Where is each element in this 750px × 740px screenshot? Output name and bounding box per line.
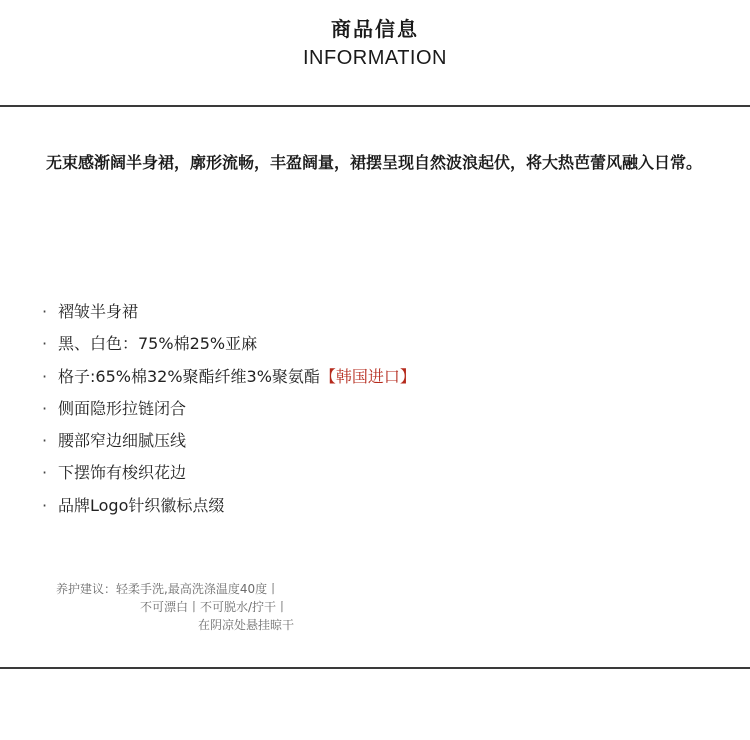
feature-item — [42, 363, 416, 395]
bullet-dot: · — [42, 431, 48, 451]
feature-text: 品牌Logo针织徽标点缀 — [58, 495, 225, 515]
feature-text: 黑、白色：75%棉25%亚麻 — [58, 334, 258, 354]
bullet-dot: · — [42, 398, 48, 418]
origin-highlight: 【韩国进口】 — [319, 366, 416, 386]
bullet-dot: · — [42, 334, 48, 354]
feature-text: 褶皱半身裙 — [58, 302, 139, 321]
feature-list — [42, 298, 416, 524]
care-instructions — [56, 580, 316, 634]
feature-item — [42, 459, 416, 491]
page-title-cn: 商品信息 — [331, 17, 419, 41]
feature-text: 腰部窄边细腻压线 — [58, 431, 187, 451]
bullet-dot: · — [42, 463, 48, 483]
page-title-en: INFORMATION — [302, 47, 447, 69]
product-description: 无束感渐阔半身裙，廓形流畅，丰盈阔量，裙摆呈现自然波浪起伏，将大热芭蕾风融入日常。 — [46, 153, 703, 172]
care-line: 在阴凉处悬挂晾干 — [198, 618, 295, 632]
top-divider — [0, 105, 750, 107]
care-line: 养护建议：轻柔手洗,最高洗涤温度40度丨 — [56, 582, 280, 596]
feature-text: 侧面隐形拉链闭合 — [58, 398, 187, 418]
feature-text: 下摆饰有梭织花边 — [58, 463, 187, 483]
bullet-dot: · — [42, 366, 48, 386]
feature-text: 格子:65%棉32%聚酯纤维3%聚氨酯 — [58, 366, 320, 386]
feature-item — [42, 492, 416, 524]
feature-item — [42, 427, 416, 459]
bullet-dot: · — [42, 302, 48, 321]
page-header — [0, 0, 750, 106]
feature-item — [42, 298, 416, 330]
bottom-divider — [0, 667, 750, 669]
care-line: 不可漂白丨不可脱水/拧干丨 — [140, 600, 289, 614]
bullet-dot: · — [42, 495, 48, 515]
feature-item — [42, 395, 416, 427]
feature-item — [42, 330, 416, 362]
